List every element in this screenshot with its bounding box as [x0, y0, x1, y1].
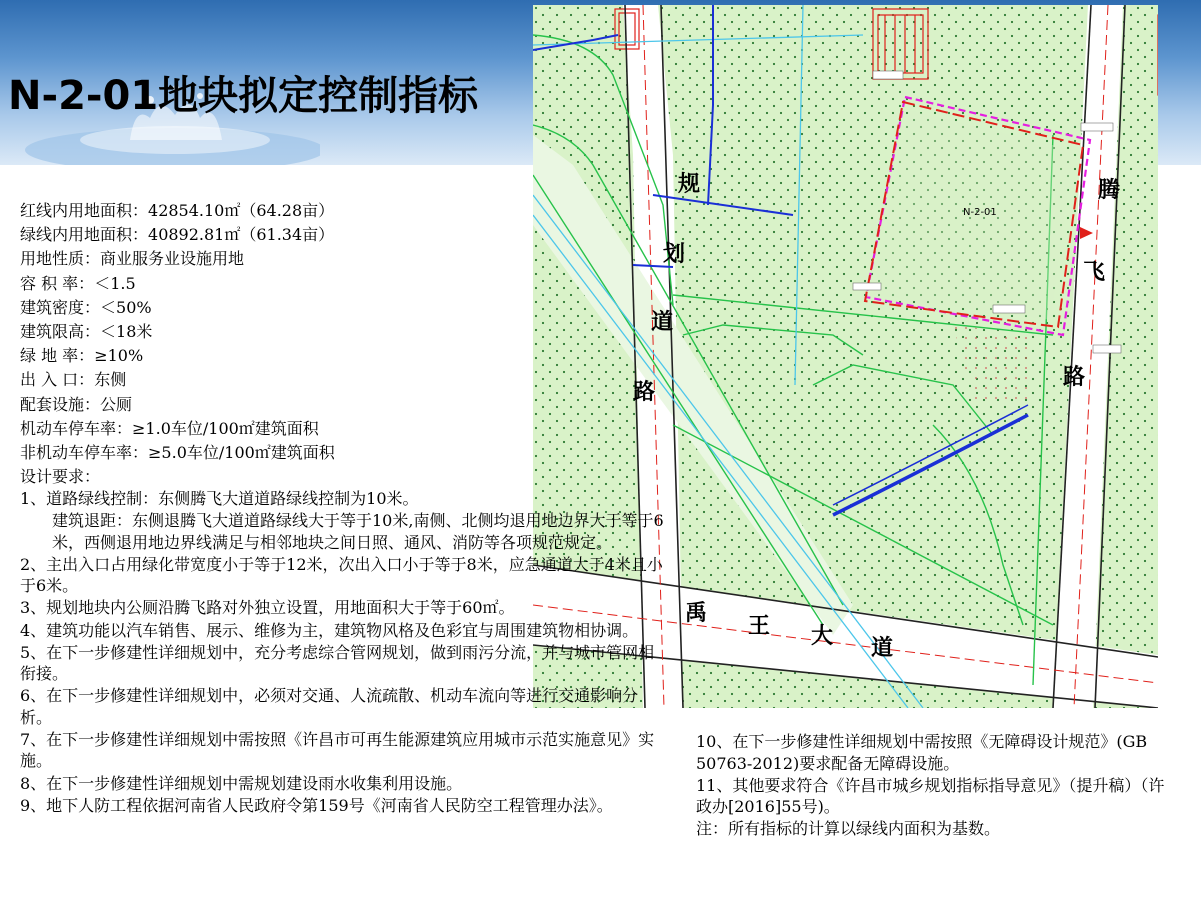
indicator-row: [20, 441, 540, 465]
indicator-list: [20, 199, 540, 489]
indicator-label: 建筑限高：: [20, 321, 101, 341]
indicator-label: 绿 地 率：: [20, 346, 95, 366]
requirement-item: 6、在下一步修建性详细规划中，必须对交通、人流疏散、机动车流向等进行交通影响分析。: [20, 686, 639, 727]
indicator-label: 配套设施：: [20, 394, 101, 414]
requirement-item: 3、规划地块内公厕沿腾飞路对外独立设置，用地面积大于等于60㎡。: [20, 598, 515, 618]
requirement-item: 7、在下一步修建性详细规划中需按照《许昌市可再生能源建筑应用城市示范实施意见》实施。: [20, 730, 655, 771]
indicator-label: 出 入 口：: [20, 370, 95, 390]
south-road-char-2: 王: [748, 613, 771, 639]
additional-notes: [696, 731, 1176, 840]
west-road-char-3: 道: [651, 309, 674, 335]
indicator-label: 建筑密度：: [20, 297, 101, 317]
indicator-label: 绿线内用地面积：: [20, 225, 149, 245]
indicator-value: 商业服务业设施用地: [100, 249, 245, 269]
indicator-value: ＜50%: [100, 297, 152, 317]
indicator-value: ≥10%: [94, 346, 144, 366]
requirement-item: 9、地下人防工程依据河南省人民政府令第159号《河南省人民防空工程管理办法》。: [20, 795, 613, 815]
indicator-label: 容 积 率：: [20, 273, 95, 293]
requirement-item: 8、在下一步修建性详细规划中需规划建设雨水收集利用设施。: [20, 773, 463, 793]
indicator-row: [20, 393, 540, 417]
design-requirements: [20, 488, 670, 817]
requirement-item: 建筑退距：东侧退腾飞大道道路绿线大于等于10米,南侧、北侧均退用地边界大于等于6米，西侧退用地边界线满足与相邻地块之间日照、通风、消防等各项规范规定。: [52, 511, 664, 552]
note-item: 注：所有指标的计算以绿线内面积为基数。: [696, 819, 1001, 839]
note-item: 11、其他要求符合《许昌市城乡规划指标指导意见》（提升稿）（许政办[2016]55号)。: [696, 775, 1165, 817]
indicator-row: [20, 368, 540, 392]
indicator-row: [20, 320, 540, 344]
requirement-item: 5、在下一步修建性详细规划中，充分考虑综合管网规划，做到雨污分流，并与城市管网相衔接。: [20, 642, 655, 684]
indicator-label: 机动车停车率：: [20, 418, 133, 438]
parcel-label: N-2-01: [963, 207, 997, 218]
east-road-char-1: 腾: [1098, 177, 1121, 203]
indicator-value: 公厕: [100, 394, 133, 414]
indicator-row: [20, 199, 540, 223]
indicator-label: 设计要求：: [20, 467, 101, 487]
west-road-char-2: 划: [663, 241, 686, 267]
south-road-char-1: 禹: [685, 600, 708, 626]
indicator-value: 40892.81㎡（61.34亩）: [148, 225, 335, 245]
indicator-value: ＜18米: [100, 321, 153, 341]
indicator-row: [20, 247, 540, 271]
indicator-row: [20, 223, 540, 247]
indicator-label: 红线内用地面积：: [20, 201, 149, 220]
requirement-item: 1、道路绿线控制：东侧腾飞大道道路绿线控制为10米。: [20, 489, 419, 508]
requirement-item: 4、建筑功能以汽车销售、展示、维修为主，建筑物风格及色彩宜与周围建筑物相协调。: [20, 620, 639, 640]
indicator-label: 用地性质：: [20, 249, 101, 269]
requirement-item: 2、主出入口占用绿化带宽度小于等于12米，次出入口小于等于8米，应急通道大于4米且小于6米。: [20, 554, 663, 596]
east-road-char-3: 路: [1063, 364, 1086, 390]
west-road-char-4: 路: [633, 379, 656, 405]
indicator-value: ＜1.5: [94, 273, 136, 293]
indicator-row: [20, 296, 540, 320]
indicator-row: [20, 417, 540, 441]
indicator-value: ≥1.0车位/100㎡建筑面积: [132, 418, 319, 438]
indicator-value: 42854.10㎡（64.28亩）: [148, 201, 335, 220]
indicator-row: [20, 465, 540, 489]
south-road-char-4: 道: [871, 635, 894, 661]
west-road-char-1: 规: [678, 171, 701, 197]
indicator-row: [20, 272, 540, 296]
note-item: 10、在下一步修建性详细规划中需按照《无障碍设计规范》(GB 50763-2012)要求配备无障碍设施。: [696, 732, 1148, 773]
page-title: N-2-01地块拟定控制指标: [8, 73, 479, 119]
indicator-value: 东侧: [94, 370, 127, 390]
indicator-value: ≥5.0车位/100㎡建筑面积: [148, 442, 335, 462]
indicator-row: [20, 344, 540, 368]
indicator-label: 非机动车停车率：: [20, 442, 149, 462]
south-road-char-3: 大: [811, 623, 834, 649]
east-road-char-2: 飞: [1083, 259, 1106, 285]
